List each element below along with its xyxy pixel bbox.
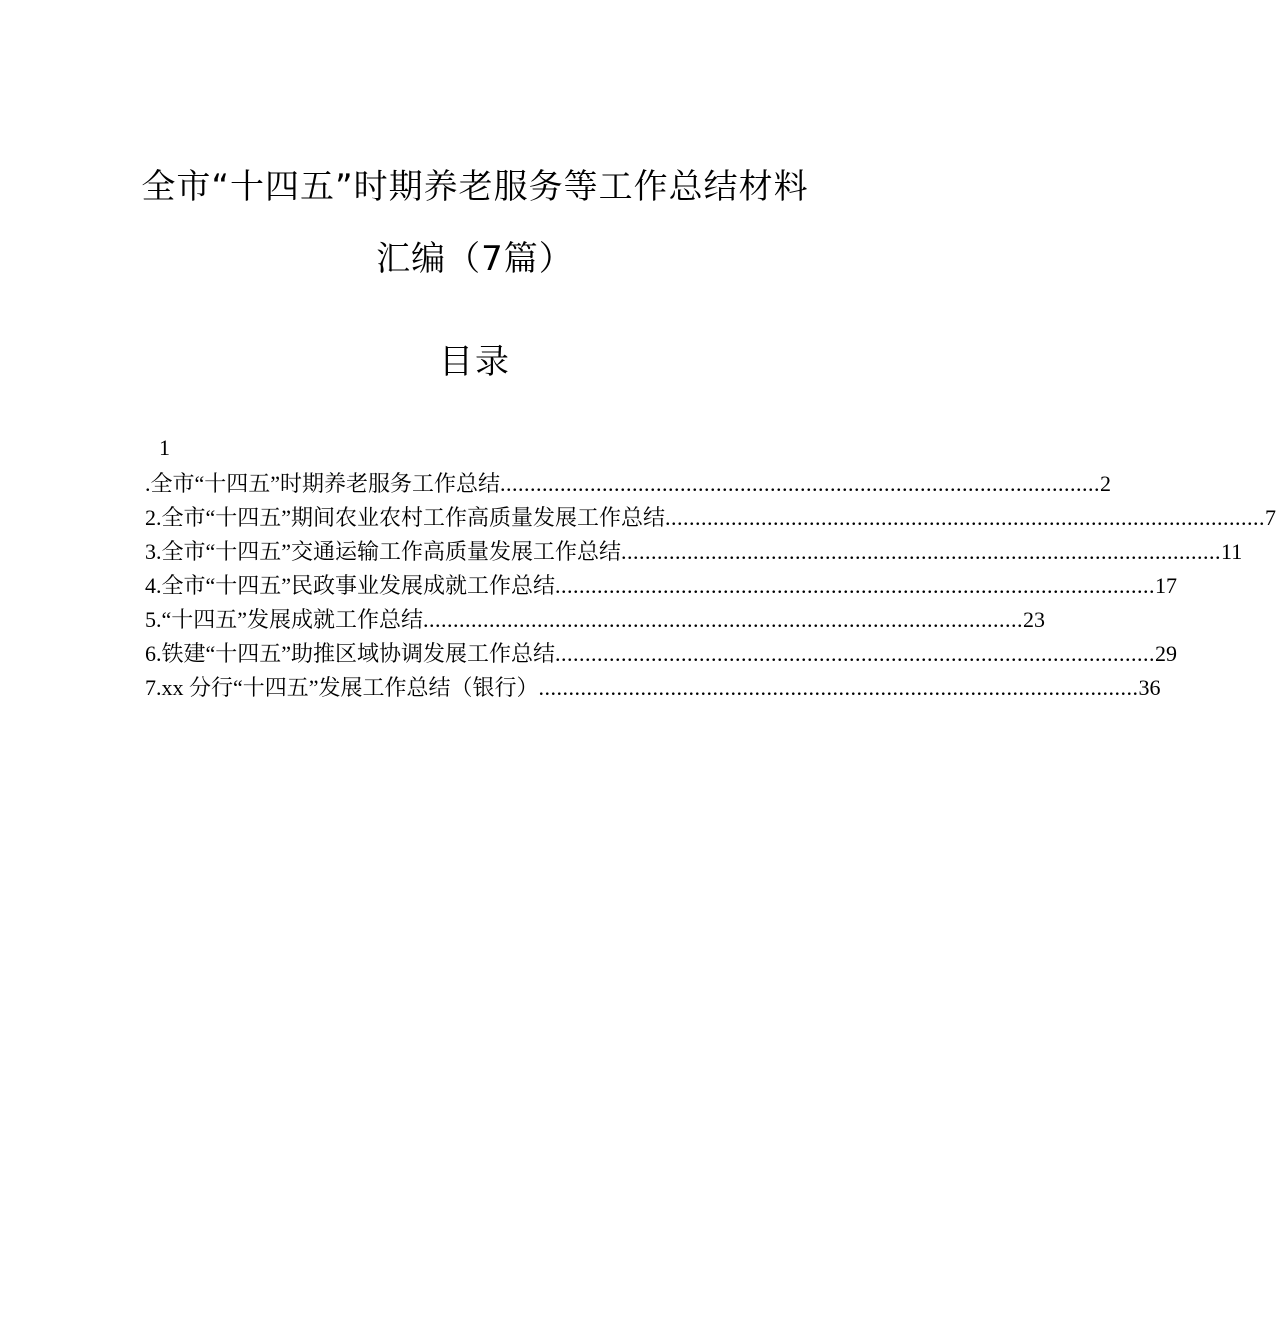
toc-leader-dots: .................................................................................................... xyxy=(555,641,1156,666)
toc-entry-page: 36 xyxy=(1138,675,1161,700)
toc-first-entry-number: 1 xyxy=(159,435,170,460)
toc-entry-label: 6.铁建“十四五”助推区域协调发展工作总结 xyxy=(145,641,556,666)
toc-entry[interactable] xyxy=(145,603,1046,637)
document-title-line-1: 全市“十四五”时期养老服务等工作总结材料 xyxy=(141,167,809,207)
toc-leader-dots: .................................................................................................... xyxy=(555,573,1156,598)
toc-entry-page: 2 xyxy=(1100,471,1112,496)
toc-entry[interactable] xyxy=(145,467,1112,501)
toc-entry[interactable] xyxy=(145,535,1243,569)
toc-entry-page: 17 xyxy=(1155,573,1178,598)
toc-entry[interactable] xyxy=(145,501,1276,535)
toc-entry[interactable] xyxy=(145,569,1178,603)
document-title-line-2: 汇编（7篇） xyxy=(376,239,574,279)
toc-entry[interactable] xyxy=(145,637,1178,671)
toc-heading: 目录 xyxy=(439,342,511,382)
toc-leader-dots: .................................................................................................... xyxy=(423,607,1024,632)
toc-leader-dots: .................................................................................................... xyxy=(500,471,1101,496)
toc-entry-page: 11 xyxy=(1221,539,1243,564)
toc-entry-label: 3.全市“十四五”交通运输工作高质量发展工作总结 xyxy=(145,539,622,564)
toc-entry-page: 7 xyxy=(1265,505,1276,530)
toc-entry-label: 2.全市“十四五”期间农业农村工作高质量发展工作总结 xyxy=(145,505,666,530)
toc-entry-label: 5.“十四五”发展成就工作总结 xyxy=(145,607,424,632)
toc-entry-page: 29 xyxy=(1155,641,1178,666)
toc-leader-dots: .................................................................................................... xyxy=(665,505,1266,530)
toc-leader-dots: .................................................................................................... xyxy=(621,539,1222,564)
toc-entry[interactable] xyxy=(145,671,1161,705)
toc-entry-label: .全市“十四五”时期养老服务工作总结 xyxy=(145,471,501,496)
toc-leader-dots: .................................................................................................... xyxy=(538,675,1139,700)
toc-entry-page: 23 xyxy=(1023,607,1046,632)
toc-entry-label: 4.全市“十四五”民政事业发展成就工作总结 xyxy=(145,573,556,598)
toc-entry-label: 7.xx 分行“十四五”发展工作总结（银行） xyxy=(145,675,539,700)
